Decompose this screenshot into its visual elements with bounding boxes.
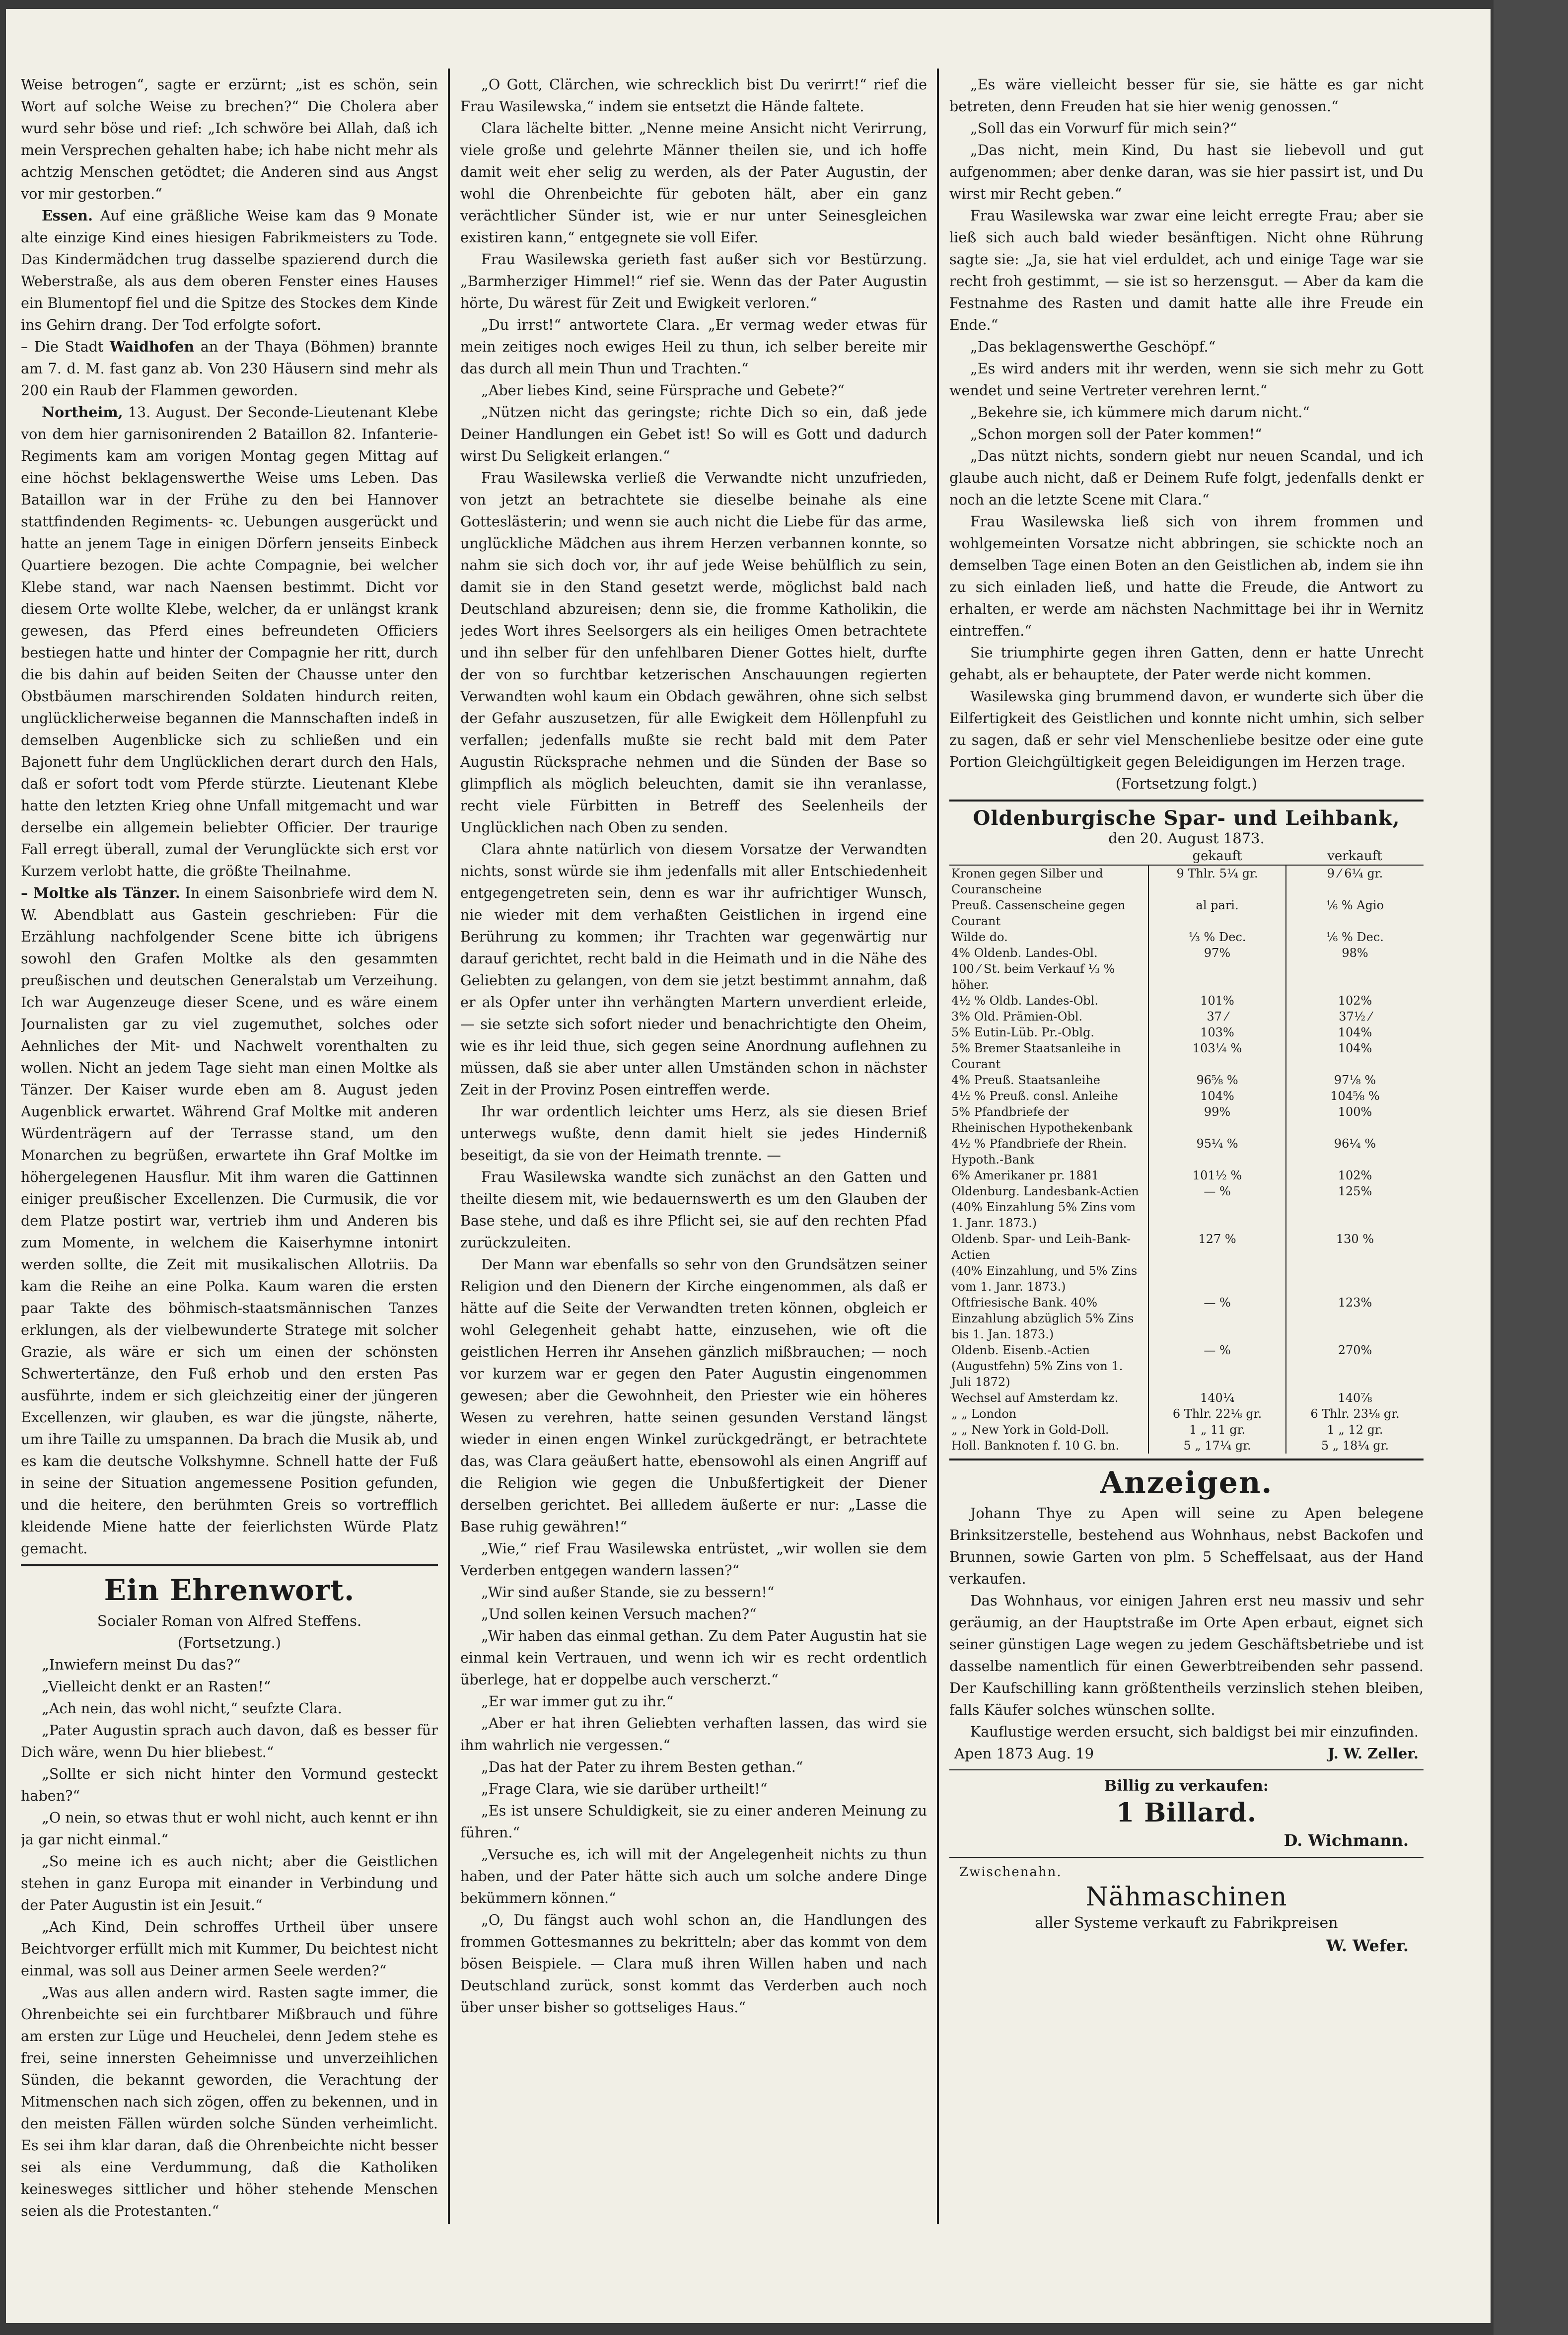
rates-row xyxy=(949,1422,1424,1438)
rates-row xyxy=(949,1168,1424,1183)
rates-row xyxy=(949,1009,1424,1024)
column-left xyxy=(21,73,438,2224)
ad-signature-line xyxy=(949,1743,1424,1764)
ad-machines-signer: W. Wefer. xyxy=(1326,1936,1409,1955)
ad-billiard-heading xyxy=(949,1775,1424,1797)
exchange-rates-table xyxy=(949,848,1424,1454)
rates-header-bought: gekauft xyxy=(1148,848,1286,865)
rates-cell-sold: 140⅞ xyxy=(1338,1391,1372,1405)
rates-cell-bought: 5 „ 17¼ gr. xyxy=(1148,1438,1286,1454)
rates-row xyxy=(949,1342,1424,1390)
rates-cell-bought: — % xyxy=(1148,1295,1286,1342)
rates-cell-bought: 103¼ % xyxy=(1148,1040,1286,1072)
rates-cell-sold: 130 % xyxy=(1336,1232,1374,1246)
story-title: Ein Ehrenwort. xyxy=(104,1573,355,1607)
story-paragraph: Sie triumphirte gegen ihren Gatten, denn er hatte Unrecht gehabt, als er behauptete, der Pater werde nicht kommen. xyxy=(949,644,1424,683)
rates-cell-sold: 123% xyxy=(1338,1296,1372,1310)
rates-cell-sold: 102% xyxy=(1338,994,1372,1008)
story-paragraph: „Du irrst!“ antwortete Clara. „Er vermag weder etwas für mein zeitiges noch ewiges Heil zu thun, ich selber bereite mir das durch all mein Thun und Trachten.“ xyxy=(460,316,927,377)
story-paragraph: „O nein, so etwas thut er wohl nicht, auch kennt er ihn ja gar nicht einmal.“ xyxy=(21,1809,438,1848)
story-paragraph: „Wir haben das einmal gethan. Zu dem Pater Augustin hat sie einmal kein Vertrauen, und wenn ich wir es recht ordentlich überlege, hat er doppelbe auch verscherzt.“ xyxy=(460,1627,927,1688)
rates-cell-name: Kronen gegen Silber und Couranscheine xyxy=(949,865,1148,897)
rates-cell-name: „ „ London xyxy=(949,1406,1148,1422)
ads-title: Anzeigen. xyxy=(1100,1465,1273,1500)
story-paragraph: „Das hat der Pater zu ihrem Besten gethan.“ xyxy=(481,1758,803,1775)
bank-title: Oldenburgische Spar- und Leihbank, xyxy=(973,806,1400,830)
story-paragraph: „Aber liebes Kind, seine Fürsprache und Gebete?“ xyxy=(481,382,845,399)
divider xyxy=(949,1857,1424,1858)
story-paragraph: „Vielleicht denkt er an Rasten!“ xyxy=(42,1678,271,1695)
rates-header-sold: verkauft xyxy=(1286,848,1424,865)
rates-row xyxy=(949,1183,1424,1199)
bank-date: den 20. August 1873. xyxy=(1108,830,1265,847)
story-paragraph: „Versuche es, ich will mit der Angelegenheit nichts zu thun haben, und der Pater hätte sich auch um solche andere Dinge bekümmern können.“ xyxy=(460,1846,927,1906)
news-northeim xyxy=(21,401,438,882)
rates-row xyxy=(949,993,1424,1009)
rates-row xyxy=(949,1295,1424,1342)
rates-cell-name: „ „ New York in Gold-Doll. xyxy=(949,1422,1148,1438)
story-paragraph: „Und sollen keinen Versuch machen?“ xyxy=(481,1605,757,1622)
rates-row xyxy=(949,1390,1424,1406)
rates-cell-sold xyxy=(1286,1263,1424,1295)
rates-cell-name: 6% Amerikaner pr. 1881 xyxy=(949,1168,1148,1183)
ad-machines-text: aller Systeme verkauft zu Fabrikpreisen xyxy=(1035,1914,1338,1932)
rates-row xyxy=(949,897,1424,929)
rates-row xyxy=(949,1406,1424,1422)
rates-row xyxy=(949,1024,1424,1040)
story-paragraph: „Nützen nicht das geringste; richte Dich so ein, daß jede Deiner Handlungen ein Gebet ist! So will es Gott und dadurch wirst Du Seligkeit erlangen.“ xyxy=(460,404,927,464)
rates-cell-name: Oldenb. Spar- und Leih-Bank-Actien xyxy=(949,1231,1148,1263)
rates-cell-sold: 270% xyxy=(1338,1343,1372,1357)
story-paragraph: Frau Wasilewska ließ sich von ihrem frommen und wohlgemeinten Vorsatze nicht abbringen, sie schickte noch an demselben Tage einen Boten an den Geistlichen ab, indem sie ihn zu sich einladen ließ, und hatte die Freude, die Antwort zu erhalten, er werde am nächsten Nachmittage bei ihr in Wernitz eintreffen.“ xyxy=(949,513,1424,639)
news-moltke-title: – Moltke als Tänzer. xyxy=(21,884,180,901)
rates-row xyxy=(949,1088,1424,1104)
rates-cell-sold: 104% xyxy=(1338,1025,1372,1039)
rates-cell-bought: ⅓ % Dec. xyxy=(1148,929,1286,945)
cholera-text-end: Weise betrogen“, sagte er erzürnt; „ist es schön, sein Wort auf solche Weise zu brechen?“ Die Cholera aber wurd sehr böse und rief: „Ich schwöre bei Allah, daß ich mein Versprechen gehalten habe; ich habe nicht mehr als achtzig Menschen getödtet; die Anderen sind aus Angst vor mir gestorben.“ xyxy=(21,76,438,202)
rates-cell-name: (40% Einzahlung, und 5% Zins vom 1. Janr. 1873.) xyxy=(949,1263,1148,1295)
story-paragraph: Ihr war ordentlich leichter ums Herz, als sie diesen Brief unterwegs wußte, denn damit hielt sie jedes Hinderniß beseitigt, da sie von der Heimath trennte. — xyxy=(460,1103,927,1164)
rates-cell-name: Oldenb. Eisenb.-Actien (Augustfehn) 5% Zins von 1. Juli 1872) xyxy=(949,1342,1148,1390)
ad-text: Johann Thye zu Apen will seine zu Apen belegene Brinksitzerstelle, bestehend aus Wohnhaus, nebst Backofen und Brunnen, sowie Garten von plm. 5 Scheffelsaat, aus der Hand verkaufen. xyxy=(949,1505,1424,1587)
rates-cell-sold: 100% xyxy=(1338,1105,1372,1119)
rates-cell-bought xyxy=(1148,961,1286,993)
rates-row xyxy=(949,1263,1424,1295)
rates-cell-name: Oldenburg. Landesbank-Actien xyxy=(949,1183,1148,1199)
rates-cell-bought: 97% xyxy=(1148,945,1286,961)
story-paragraph: „Schon morgen soll der Pater kommen!“ xyxy=(970,426,1262,442)
rates-cell-name: 5% Pfandbriefe der Rheinischen Hypothekenbank xyxy=(949,1104,1148,1136)
news-essen-body: Auf eine gräßliche Weise kam das 9 Monate alte einzige Kind eines hiesigen Fabrikmeisters zu Tode. Das Kindermädchen trug dasselbe spazierend durch die Weberstraße, als aus dem oberen Fenster eines Hauses ein Blumentopf fiel und die Spitze des Stockes dem Kinde ins Gehirn drang. Der Tod erfolgte sofort. xyxy=(21,207,438,333)
rates-row xyxy=(949,1040,1424,1072)
rates-cell-sold: 96¼ % xyxy=(1334,1137,1376,1151)
rates-cell-sold: 97⅛ % xyxy=(1334,1073,1376,1087)
news-moltke-body: In einem Saisonbriefe wird dem N. W. Abendblatt aus Gastein geschrieben: Für die Erzählung nachfolgender Scene bitte ich übrigens sowohl den Grafen Moltke als den gesammten preußischen und deutschen Generalstab um Verzeihung. Ich war Augenzeuge dieser Scene, und es wäre einem Journalisten gar zu viel zugemuthet, solches oder Aehnliches der Mit- und Nachwelt vorenthalten zu wollen. Nicht an jedem Tage sieht man einen Moltke als Tänzer. Der Kaiser wurde eben am 8. August jeden Augenblick erwartet. Während Graf Moltke mit anderen Würdenträgern auf der Terrasse stand, um den Monarchen zu begrüßen, erwartete ihn Graf Moltke im höhergelegenen Hausflur. Mit ihm waren die Gattinnen einiger preußischer Excellenzen. Die Curmusik, die vor dem Platze postirt war, vertrieb ihm und Anderen bis zum Momente, in welchem die Kaiserhymne intonirt werden sollte, die Zeit mit musikalischen Allotriis. Da kam die Reihe an eine Polka. Kaum waren die ersten paar Takte des böhmisch-staatsmännischen Tanzes erklungen, als der vielbewunderte Stratege mit solcher Grazie, als wäre er sich um einen der schönsten Schwertertänze, den Fuß erhob und den ersten Pas ausführte, indem er sich gleichzeitig einer der jüngeren Excellenzen, wir glauben, es war die jüngste, näherte, um ihre Taille zu umspannen. Da brach die Musik ab, und es kam die deutsche Volkshymne. Schnell hatte der Fuß in seine der Situation angemessene Position gefunden, und die heitere, den berühmten Greis so vortrefflich kleidende Miene hatte der feierlichsten Würde Platz gemacht. xyxy=(21,884,438,1557)
rates-cell-name: 4½ % Pfandbriefe der Rhein. Hypoth.-Bank xyxy=(949,1136,1148,1168)
ad-text: Das Wohnhaus, vor einigen Jahren erst neu massiv und sehr geräumig, an der Hauptstraße im Orte Apen erbaut, eignet sich seiner günstigen Lage wegen zu jedem Geschäftsbetriebe und ist dasselbe namentlich für einen Gewerbtreibenden sehr passend. Der Kaufschilling kann größtentheils verzinslich stehen bleiben, falls Käufer solches wünschen sollte. xyxy=(949,1592,1424,1718)
rates-cell-name: Preuß. Cassenscheine gegen Courant xyxy=(949,897,1148,929)
news-waidhofen-title: Waidhofen xyxy=(110,338,195,355)
story-paragraph: „Frage Clara, wie sie darüber urtheilt!“ xyxy=(481,1780,768,1797)
rates-cell-bought: 140¼ xyxy=(1148,1390,1286,1406)
story-paragraph: „Das nützt nichts, sondern giebt nur neuen Scandal, und ich glaube auch nicht, daß er Deinem Rufe folgt, jedenfalls denkt er noch an die letzte Scene mit Clara.“ xyxy=(949,447,1424,508)
news-waidhofen-body: an der Thaya (Böhmen) brannte am 7. d. M. fast ganz ab. Von 230 Häusern sind mehr als 200 ein Raub der Flammen geworden. xyxy=(21,338,438,399)
rates-cell-name: 4½ % Preuß. consl. Anleihe xyxy=(949,1088,1148,1104)
story-paragraph: „Sollte er sich nicht hinter den Vormund gesteckt haben?“ xyxy=(21,1765,438,1804)
news-northeim-title: Northeim, xyxy=(42,404,123,421)
rates-cell-sold: 9 ⁄ 6¼ gr. xyxy=(1327,867,1383,880)
rates-cell-sold: ⅙ % Agio xyxy=(1326,898,1384,912)
news-northeim-body: 13. August. Der Seconde-Lieutenant Klebe von dem hier garnisonirenden 2 Bataillon 82. Infanterie-Regiments kam am vorigen Montag gegen Mittag auf eine höchst beklagenswerthe Weise ums Leben. Das Bataillon war in der Frühe zu den bei Hannover stattfindenden Regiments- ꝛc. Uebungen ausgerückt und hatte an jenem Tage in einigen Dörfern jenseits Einbeck Quartiere bezogen. Die achte Compagnie, bei welcher Klebe stand, war nach Naensen bestimmt. Dicht vor diesem Orte wollte Klebe, welcher, da er unlängst krank gewesen, das Pferd eines befreundeten Officiers bestiegen hatte und hinter der Compagnie her ritt, durch die bis dahin auf beiden Seiten der Chausse unter den Obstbäumen marschirenden Soldaten hindurch reiten, unglücklicherweise begannen die Mannschaften indeß in demselben Augenblicke sich zu schließen und ein Bajonett fuhr dem Unglücklichen derart durch den Hals, daß er sofort todt vom Pferde stürzte. Lieutenant Klebe hatte den letzten Krieg ohne Unfall mitgemacht und war derselbe ein allgemein beliebter Officier. Der traurige Fall erregt überall, zumal der Verunglückte sich erst vor Kurzem verlobt hatte, die größte Theilnahme. xyxy=(21,404,438,879)
rates-cell-bought: 99% xyxy=(1148,1104,1286,1136)
rates-row xyxy=(949,929,1424,945)
story-paragraph: Frau Wasilewska wandte sich zunächst an den Gatten und theilte diesem mit, wie bedauernswerth es um den Glauben der Base stehe, und daß es ihre Pflicht sei, sie auf den rechten Pfad zurückzuleiten. xyxy=(460,1168,927,1251)
rates-cell-sold: 104⅝ % xyxy=(1330,1089,1380,1103)
rates-header-name xyxy=(949,848,1148,865)
rates-cell-bought xyxy=(1148,1199,1286,1231)
rates-cell-bought: 101½ % xyxy=(1148,1168,1286,1183)
story-paragraph: Frau Wasilewska gerieth fast außer sich vor Bestürzung. „Barmherziger Himmel!“ rief sie. Wenn das der Pater Augustin hörte, Du wärest für Zeit und Ewigkeit verloren.“ xyxy=(460,251,927,311)
story-paragraph: Frau Wasilewska war zwar eine leicht erregte Frau; aber sie ließ sich auch bald wieder besänftigen. Nicht ohne Rührung sagte sie: „Ja, sie hat viel erduldet, ach und einige Tage war sie recht froh gestimmt, — sie ist so herzensgut. — Aber da kam die Festnahme des Rasten und damit hatte alle ihre Freude ein Ende.“ xyxy=(949,207,1424,333)
ad-billiard-heading-text: Billig zu verkaufen: xyxy=(1104,1777,1269,1795)
ad-billiard-item: 1 Billard. xyxy=(1116,1798,1257,1828)
story-paragraph: „Wie,“ rief Frau Wasilewska entrüstet, „wir wollen sie dem Verderben entgegen wandern lassen?“ xyxy=(460,1540,927,1579)
rates-cell-bought: 127 % xyxy=(1148,1231,1286,1263)
story-paragraph: „Es wird anders mit ihr werden, wenn sie sich mehr zu Gott wendet und seine Vertreter verehren lernt.“ xyxy=(949,360,1424,399)
rates-cell-sold: 125% xyxy=(1338,1184,1372,1198)
story-paragraph: „O, Du fängst auch wohl schon an, die Handlungen des frommen Gottesmannes zu bekritteln; aber das kommt von dem bösen Beispiele. — Clara muß ihren Willen haben und nach Deutschland zurück, sonst kommt das Verderben auch noch über unser bisher so gottseliges Haus.“ xyxy=(460,1911,927,2016)
rates-cell-bought: 9 Thlr. 5¼ gr. xyxy=(1148,865,1286,897)
rates-cell-name: 5% Eutin-Lüb. Pr.-Oblg. xyxy=(949,1024,1148,1040)
divider xyxy=(949,1769,1424,1770)
story-paragraph: Frau Wasilewska verließ die Verwandte nicht unzufrieden, von jetzt an betrachtete sie dieselbe beinahe als eine Gotteslästerin; und wenn sie auch nicht die Liebe für das arme, unglückliche Mädchen aus ihrem Herzen verbannen konnte, so nahm sie sich doch vor, ihr auf jede Weise behülflich zu sein, damit sie in den Stand gesetzt werde, möglichst bald nach Deutschland abzureisen; denn sie, die fromme Katholikin, die jedes Wort ihres Seelsorgers als ein heiliges Omen betrachtete und ihn selber für den unfehlbaren Diener Gottes hielt, durfte der von so furchtbar ketzerischen Anschauungen regierten Verwandten wohl kaum ein Obdach gewähren, ohne sich selbst der Gefahr auszusetzen, für alle Ewigkeit dem Höllenpfuhl zu verfallen; jedenfalls mußte sie recht bald mit dem Pater Augustin Rücksprache nehmen und die Sünden der Base so glimpflich als möglich beleuchten, damit sie ihn veranlasse, recht viele Fürbitten in Betreff des Seelenheils der Unglücklichen nach Oben zu senden. xyxy=(460,469,927,836)
rates-cell-bought: 103% xyxy=(1148,1024,1286,1040)
story-to-be-continued: (Fortsetzung folgt.) xyxy=(1115,775,1258,792)
rates-cell-sold: 5 „ 18¼ gr. xyxy=(1321,1439,1389,1453)
rates-cell-name: Holl. Banknoten f. 10 G. bn. xyxy=(949,1438,1148,1454)
rates-header-row xyxy=(949,848,1424,865)
ad-text: Kauflustige werden ersucht, sich baldigst bei mir einzufinden. xyxy=(970,1723,1419,1740)
rates-cell-bought: — % xyxy=(1148,1342,1286,1390)
story-paragraph: „Das beklagenswerthe Geschöpf.“ xyxy=(970,338,1216,355)
rates-cell-bought: — % xyxy=(1148,1183,1286,1199)
rates-row xyxy=(949,1136,1424,1168)
story-paragraph: „Pater Augustin sprach auch davon, daß es besser für Dich wäre, wenn Du hier bliebest.“ xyxy=(21,1722,438,1760)
story-paragraph: „Ach Kind, Dein schroffes Urtheil über unsere Beichtvorger erfüllt mich mit Kummer, Du beichtest nicht einmal, was soll aus Deiner armen Seele werden?“ xyxy=(21,1918,438,1979)
news-waidhofen-prefix: – Die Stadt xyxy=(21,338,110,355)
news-waidhofen xyxy=(21,336,438,401)
rates-cell-sold xyxy=(1286,961,1424,993)
rates-cell-sold: 104% xyxy=(1338,1041,1372,1055)
story-paragraph: „O Gott, Clärchen, wie schrecklich bist Du verirrt!“ rief die Frau Wasilewska,“ indem sie entsetzt die Hände faltete. xyxy=(460,76,927,115)
divider xyxy=(949,1459,1424,1460)
rates-cell-sold: 98% xyxy=(1342,946,1368,960)
rates-cell-name: Oftfriesische Bank. 40% Einzahlung abzüglich 5% Zins bis 1. Jan. 1873.) xyxy=(949,1295,1148,1342)
rates-row xyxy=(949,1438,1424,1454)
rates-cell-bought: al pari. xyxy=(1148,897,1286,929)
divider xyxy=(21,1564,438,1566)
rates-cell-name: 100 ⁄ St. beim Verkauf ⅓ % höher. xyxy=(949,961,1148,993)
column-rule xyxy=(937,69,939,2224)
scan-edge xyxy=(1494,0,1568,2335)
column-rule xyxy=(448,69,450,2224)
rates-row xyxy=(949,961,1424,993)
rates-cell-name: (40% Einzahlung 5% Zins vom 1. Janr. 1873.) xyxy=(949,1199,1148,1231)
rates-cell-sold xyxy=(1286,1199,1424,1231)
story-paragraph: „Was aus allen andern wird. Rasten sagte immer, die Ohrenbeichte sei ein furchtbarer Mißbrauch und führe am ersten zur Lüge und Heuchelei, denn Jedem stehe es frei, seine innersten Geheimnisse und unverzeihlichen Sünden, die bekannt geworden, die Verachtung der Mitmenschen nach sich zögen, offen zu bekennen, und in den meisten Fällen würden solche Sünden verheimlicht. Es sei ihm klar daran, daß die Ohrenbeichte nicht besser sei als eine Verdummung, daß die Katholiken keinesweges sittlicher und höher stehende Menschen seien als die Protestanten.“ xyxy=(21,1984,438,2219)
rates-cell-bought: 95¼ % xyxy=(1148,1136,1286,1168)
rates-cell-sold: 6 Thlr. 23⅛ gr. xyxy=(1310,1407,1400,1421)
rates-row xyxy=(949,1104,1424,1136)
story-continuation: (Fortsetzung.) xyxy=(177,1634,282,1651)
story-paragraph: „Bekehre sie, ich kümmere mich darum nicht.“ xyxy=(970,404,1310,421)
story-paragraph: Wasilewska ging brummend davon, er wunderte sich über die Eilfertigkeit des Geistlichen und konnte nicht umhin, sich selber zu sagen, daß er sehr viel Menschenliebe besitze oder eine gute Portion Gleichgültigkeit gegen Beleidigungen im Herzen trage. xyxy=(949,688,1424,770)
story-paragraph: Clara ahnte natürlich von diesem Vorsatze der Verwandten nichts, sonst würde sie ihm jedenfalls mit aller Entschiedenheit entgegengetreten sein, denn es war ihr aufrichtiger Wunsch, nie wieder mit dem verhaßten Geistlichen in irgend eine Berührung zu kommen; ihr Trachten war gegenwärtig nur darauf gerichtet, recht bald in die Heimath und in die Nähe des Geliebten zu gelangen, von dem sie jetzt bestimmt annahm, daß er als Opfer unter ihn verhängten Martern unverdient erleide, — sie setzte sich sofort nieder und benachrichtigte den Oheim, wie es ihr leid thue, sich gegen seine Anordnung auflehnen zu müssen, daß sie aber unter allen Umständen schon in nächster Zeit in der Provinz Posen eintreffen werde. xyxy=(460,841,927,1098)
rates-row xyxy=(949,1199,1424,1231)
story-paragraph: „Wir sind außer Stande, sie zu bessern!“ xyxy=(481,1584,775,1601)
rates-cell-name: 4½ % Oldb. Landes-Obl. xyxy=(949,993,1148,1009)
rates-row xyxy=(949,865,1424,897)
rates-cell-name: 3% Old. Prämien-Obl. xyxy=(949,1009,1148,1024)
rates-row xyxy=(949,945,1424,961)
story-author: Socialer Roman von Alfred Steffens. xyxy=(97,1612,362,1629)
rates-cell-bought: 101% xyxy=(1148,993,1286,1009)
rates-row xyxy=(949,1231,1424,1263)
ad-machines-place: Zwischenahn. xyxy=(959,1865,1062,1880)
rates-cell-bought: 37 ⁄ xyxy=(1148,1009,1286,1024)
news-essen xyxy=(21,205,438,336)
story-paragraph: „Er war immer gut zu ihr.“ xyxy=(481,1693,674,1710)
rates-cell-name: 5% Bremer Staatsanleihe in Courant xyxy=(949,1040,1148,1072)
rates-cell-sold: 1 „ 12 gr. xyxy=(1327,1423,1383,1437)
rates-body xyxy=(949,865,1424,1454)
story-paragraph: „Aber er hat ihren Geliebten verhaften lassen, das wird sie ihm wahrlich nie vergessen.“ xyxy=(460,1715,927,1753)
ad-place-date: Apen 1873 Aug. 19 xyxy=(954,1745,1094,1762)
rates-cell-bought: 104% xyxy=(1148,1088,1286,1104)
rates-cell-bought: 1 „ 11 gr. xyxy=(1148,1422,1286,1438)
rates-cell-sold: 37½ ⁄ xyxy=(1339,1010,1371,1023)
rates-cell-name: 4% Preuß. Staatsanleihe xyxy=(949,1072,1148,1088)
rates-cell-bought xyxy=(1148,1263,1286,1295)
rates-cell-bought: 6 Thlr. 22⅛ gr. xyxy=(1148,1406,1286,1422)
divider xyxy=(949,800,1424,802)
news-essen-title: Essen. xyxy=(42,207,93,224)
story-paragraph: Der Mann war ebenfalls so sehr von den Grundsätzen seiner Religion und den Dienern der Kirche eingenommen, als daß er hätte auf die Seite der Verwandten treten können, obgleich er wohl Gelegenheit gehabt hatte, einzusehen, wie oft die geistlichen Herren ihr Ansehen gänzlich mißbrauchen; — noch vor kurzem war er gegen den Pater Augustin eingenommen gewesen; aber die Gewohnheit, den Priester wie ein höheres Wesen zu verehren, hatte seinen gesunden Verstand längst wieder in einen engen Winkel zurückgedrängt, er betrachtete das, was Clara geäußert hatte, ebensowohl als einen Angriff auf die Religion wie gegen die Unbußfertigkeit der Diener derselben gerichtet. Bei allledem äußerte er nur: „Lasse die Base ruhig gewähren!“ xyxy=(460,1256,927,1535)
story-paragraph: „Das nicht, mein Kind, Du hast sie liebevoll und gut aufgenommen; aber denke daran, was sie hier passirt ist, und Du wirst mir Recht geben.“ xyxy=(949,142,1424,202)
rates-cell-name: 4% Oldenb. Landes-Obl. xyxy=(949,945,1148,961)
rates-cell-sold: ⅙ % Dec. xyxy=(1326,930,1384,944)
ad-billiard-signer: D. Wichmann. xyxy=(1283,1831,1409,1850)
column-right xyxy=(949,73,1424,2224)
news-moltke xyxy=(21,882,438,1559)
ad-machines-title: Nähmaschinen xyxy=(1085,1882,1287,1912)
story-paragraph: „So meine ich es auch nicht; aber die Geistlichen stehen in ganz Europa mit einander in Verbindung und der Pater Augustin ist ein Jesuit.“ xyxy=(21,1853,438,1913)
rates-cell-name: Wilde do. xyxy=(949,929,1148,945)
story-paragraph: „Inwiefern meinst Du das?“ xyxy=(42,1656,241,1673)
story-paragraph: „Ach nein, das wohl nicht,“ seufzte Clara. xyxy=(42,1700,342,1717)
rates-cell-name: Wechsel auf Amsterdam kz. xyxy=(949,1390,1148,1406)
story-paragraph: „Es ist unsere Schuldigkeit, sie zu einer anderen Meinung zu führen.“ xyxy=(460,1802,927,1841)
rates-cell-sold: 102% xyxy=(1338,1168,1372,1182)
story-paragraph: Clara lächelte bitter. „Nenne meine Ansicht nicht Verirrung, viele große und gelehrte Männer theilen sie, und ich hoffe damit weit eher selig zu werden, als der Pater Augustin, der wohl die Ohrenbeichte für geboten hält, aber ein ganz verächtlicher Sünder ist, wie er nur unter Seinesgleichen existiren kann,“ entgegnete sie voll Eifer. xyxy=(460,120,927,246)
rates-row xyxy=(949,1072,1424,1088)
column-middle xyxy=(460,73,927,2224)
story-paragraph: „Es wäre vielleicht besser für sie, sie hätte es gar nicht betreten, denn Freuden hat sie hier wenig genossen.“ xyxy=(949,76,1424,115)
newspaper-page xyxy=(6,9,1491,2323)
rates-cell-bought: 96⅝ % xyxy=(1148,1072,1286,1088)
ad-signer: J. W. Zeller. xyxy=(1328,1745,1419,1762)
story-paragraph: „Soll das ein Vorwurf für mich sein?“ xyxy=(970,120,1237,137)
